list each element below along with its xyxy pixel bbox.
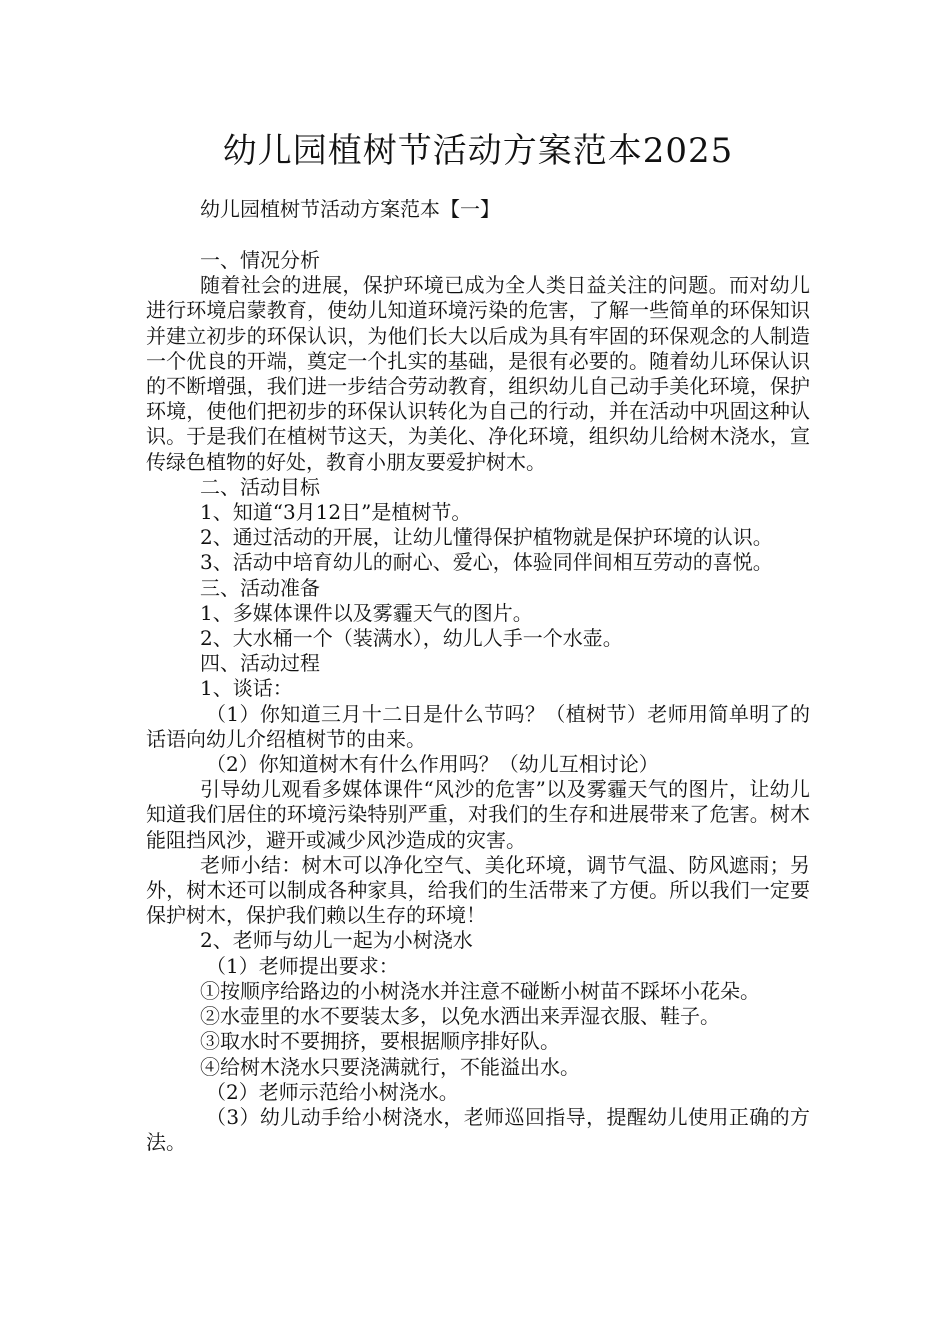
preparation-item: 2、大水桶一个（装满水），幼儿人手一个水壶。 <box>200 626 623 651</box>
heading-situation-analysis: 一、情况分析 <box>200 248 320 272</box>
requirement-item: ②水壶里的水不要装太多，以免水洒出来弄湿衣服、鞋子。 <box>200 1004 720 1029</box>
body-paragraph: 引导幼儿观看多媒体课件“风沙的危害”以及雾霾天气的图片，让幼儿知道我们居住的环境污染特别严重，对我们的生存和进展带来了危害。树木能阻挡风沙，避开或减少风沙造成的灾害。 <box>146 777 810 852</box>
process-substep: （1）老师提出要求： <box>206 953 399 978</box>
process-substep: （2）你知道树木有什么作用吗？（幼儿互相讨论） <box>206 752 659 777</box>
goal-item: 3、活动中培育幼儿的耐心、爱心，体验同伴间相互劳动的喜悦。 <box>200 550 773 575</box>
process-substep: （1）你知道三月十二日是什么节吗？（植树节）老师用简单明了的话语向幼儿介绍植树节的由来。 <box>146 701 810 751</box>
process-step: 1、谈话： <box>200 676 293 701</box>
body-paragraph: 老师小结：树木可以净化空气、美化环境，调节气温、防风遮雨；另外，树木还可以制成各种家具，给我们的生活带来了方便。所以我们一定要保护树木，保护我们赖以生存的环境！ <box>146 852 810 928</box>
body-paragraph: 随着社会的进展，保护环境已成为全人类日益关注的问题。而对幼儿进行环境启蒙教育，使幼儿知道环境污染的危害，了解一些简单的环保知识并建立初步的环保认识，为他们长大以后成为具有牢固的环保观念的人制造一个优良的开端，奠定一个扎实的基础，是很有必要的。随着幼儿环保认识的不断增强，我们进一步结合劳动教育，组织幼儿自己动手美化环境，保护环境，使他们把初步的环保认识转化为自己的行动，并在活动中巩固这种认识。于是我们在植树节这天，为美化、净化环境，组织幼儿给树木浇水，宣传绿色植物的好处，教育小朋友要爱护树木。 <box>146 273 810 474</box>
process-substep: （3）幼儿动手给小树浇水，老师巡回指导，提醒幼儿使用正确的方法。 <box>146 1104 810 1155</box>
requirement-item: ④给树木浇水只要浇满就行，不能溢出水。 <box>200 1054 580 1079</box>
document-page <box>146 126 810 1155</box>
heading-activity-preparation: 三、活动准备 <box>200 575 320 600</box>
document-title: 幼儿园植树节活动方案范本2025 <box>222 131 734 171</box>
process-substep: （2）老师示范给小树浇水。 <box>206 1079 459 1104</box>
heading-activity-process: 四、活动过程 <box>200 651 320 676</box>
section-subtitle: 幼儿园植树节活动方案范本【一】 <box>200 197 500 221</box>
goal-item: 2、通过活动的开展，让幼儿懂得保护植物就是保护环境的认识。 <box>200 525 773 550</box>
goal-item: 1、知道“3月12日”是植树节。 <box>200 500 472 525</box>
preparation-item: 1、多媒体课件以及雾霾天气的图片。 <box>200 600 533 625</box>
heading-activity-goals: 二、活动目标 <box>200 474 320 499</box>
process-step: 2、老师与幼儿一起为小树浇水 <box>200 928 473 953</box>
requirement-item: ③取水时不要拥挤，要根据顺序排好队。 <box>200 1029 560 1054</box>
requirement-item: ①按顺序给路边的小树浇水并注意不碰断小树苗不踩坏小花朵。 <box>200 978 760 1003</box>
